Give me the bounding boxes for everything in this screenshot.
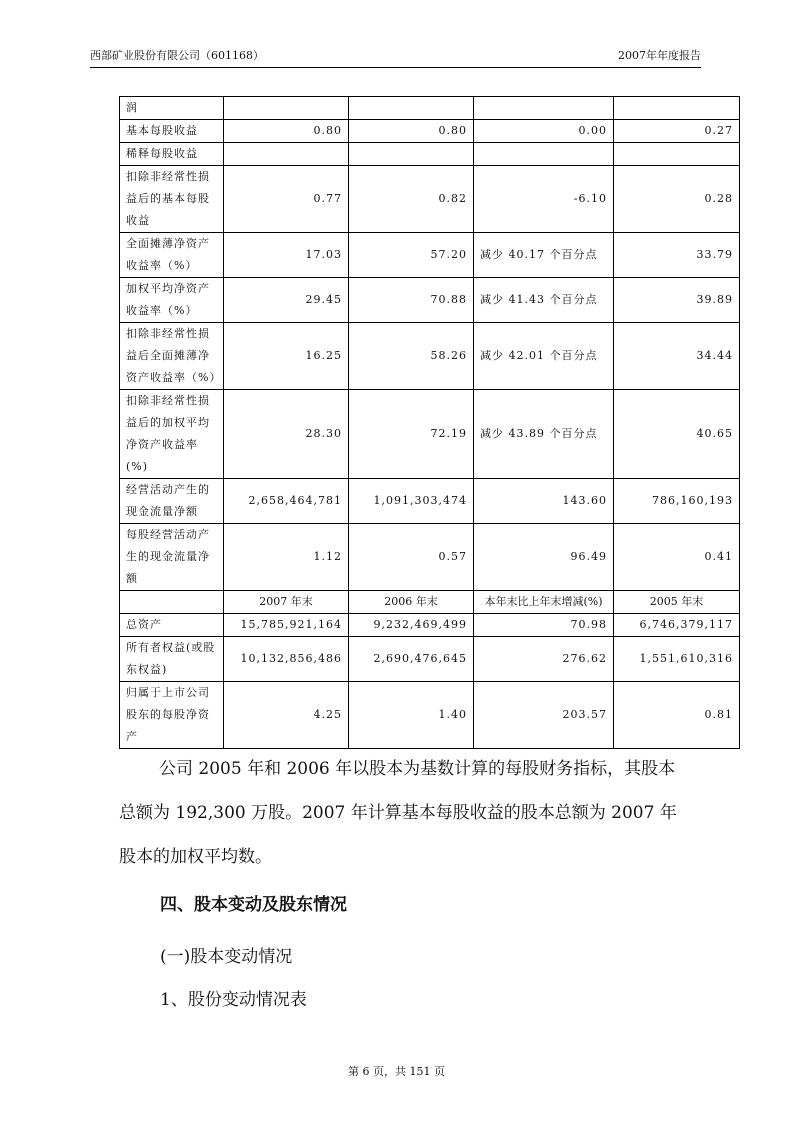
cell-2005	[614, 143, 740, 166]
cell-change	[474, 97, 614, 120]
cell-2005: 40.65	[614, 390, 740, 479]
cell-2005: 0.41	[614, 524, 740, 591]
cell-2007: 0.77	[224, 166, 349, 233]
cell-change: 减少 43.89 个百分点	[474, 390, 614, 479]
header-divider	[90, 67, 701, 68]
row-label: 经营活动产生的现金流量净额	[120, 479, 224, 524]
cell-2007: 17.03	[224, 233, 349, 278]
subsection-item-heading: 1、股份变动情况表	[160, 990, 307, 1010]
table-row	[120, 143, 740, 166]
cell-2005: 1,551,610,316	[614, 637, 740, 682]
cell-2007	[224, 97, 349, 120]
cell-change: 减少 42.01 个百分点	[474, 323, 614, 390]
table-row	[120, 166, 740, 233]
cell-2005: 0.81	[614, 682, 740, 749]
cell-change: 276.62	[474, 637, 614, 682]
cell-2005: 39.89	[614, 278, 740, 323]
cell-2007: 28.30	[224, 390, 349, 479]
cell-2006: 0.57	[349, 524, 474, 591]
table-row	[120, 390, 740, 479]
cell-2006	[349, 143, 474, 166]
row-label: 每股经营活动产生的现金流量净额	[120, 524, 224, 591]
cell-2006	[349, 97, 474, 120]
cell-2007: 29.45	[224, 278, 349, 323]
header-blank	[120, 591, 224, 614]
header-2006-end: 2006 年末	[349, 591, 474, 614]
financial-indicators-table	[119, 96, 740, 749]
header-2007-end: 2007 年末	[224, 591, 349, 614]
table-row	[120, 637, 740, 682]
header-report-title: 2007年年度报告	[618, 49, 701, 62]
cell-2006: 1,091,303,474	[349, 479, 474, 524]
subsection-heading: (一)股本变动情况	[160, 947, 293, 967]
cell-2006: 0.80	[349, 120, 474, 143]
cell-2005: 0.27	[614, 120, 740, 143]
cell-2007: 2,658,464,781	[224, 479, 349, 524]
row-label: 基本每股收益	[120, 120, 224, 143]
cell-change: 143.60	[474, 479, 614, 524]
row-label: 扣除非经常性损益后全面摊薄净资产收益率（%）	[120, 323, 224, 390]
cell-2007: 0.80	[224, 120, 349, 143]
cell-change: 减少 40.17 个百分点	[474, 233, 614, 278]
table-row	[120, 278, 740, 323]
row-label: 加权平均净资产收益率（%）	[120, 278, 224, 323]
cell-change	[474, 143, 614, 166]
table-row	[120, 479, 740, 524]
cell-change: 96.49	[474, 524, 614, 591]
row-label: 扣除非经常性损益后的基本每股收益	[120, 166, 224, 233]
cell-2006: 2,690,476,645	[349, 637, 474, 682]
header-company: 西部矿业股份有限公司（601168）	[90, 49, 264, 62]
cell-change: 203.57	[474, 682, 614, 749]
cell-2006: 70.88	[349, 278, 474, 323]
row-label: 所有者权益(或股东权益)	[120, 637, 224, 682]
table-row	[120, 120, 740, 143]
cell-2007: 4.25	[224, 682, 349, 749]
cell-2005: 33.79	[614, 233, 740, 278]
cell-2007: 16.25	[224, 323, 349, 390]
explanatory-paragraph: 公司 2005 年和 2006 年以股本为基数计算的每股财务指标，其股本总额为 192,300 万股。2007 年计算基本每股收益的股本总额为 2007 年股本的加权平均数。	[119, 759, 677, 867]
header-change: 本年末比上年末增减(%)	[474, 591, 614, 614]
table-row	[120, 233, 740, 278]
cell-change: 0.00	[474, 120, 614, 143]
table-row	[120, 97, 740, 120]
cell-2007: 1.12	[224, 524, 349, 591]
table-row	[120, 323, 740, 390]
cell-change: -6.10	[474, 166, 614, 233]
cell-2006: 0.82	[349, 166, 474, 233]
cell-2006: 1.40	[349, 682, 474, 749]
table-header-row	[120, 591, 740, 614]
cell-2005: 6,746,379,117	[614, 614, 740, 637]
table-row	[120, 614, 740, 637]
row-label: 稀释每股收益	[120, 143, 224, 166]
table-row	[120, 682, 740, 749]
cell-2006: 9,232,469,499	[349, 614, 474, 637]
cell-2005: 0.28	[614, 166, 740, 233]
row-label: 总资产	[120, 614, 224, 637]
row-label: 扣除非经常性损益后的加权平均净资产收益率(%)	[120, 390, 224, 479]
cell-2006: 72.19	[349, 390, 474, 479]
cell-2007	[224, 143, 349, 166]
page-number: 第 6 页，共 151 页	[348, 1065, 445, 1078]
cell-change: 减少 41.43 个百分点	[474, 278, 614, 323]
cell-2006: 57.20	[349, 233, 474, 278]
cell-2007: 15,785,921,164	[224, 614, 349, 637]
section-title: 四、股本变动及股东情况	[160, 895, 347, 915]
table-row	[120, 524, 740, 591]
row-label: 归属于上市公司股东的每股净资产	[120, 682, 224, 749]
row-label: 润	[120, 97, 224, 120]
cell-2005	[614, 97, 740, 120]
row-label: 全面摊薄净资产收益率（%）	[120, 233, 224, 278]
cell-2006: 58.26	[349, 323, 474, 390]
header-2005-end: 2005 年末	[614, 591, 740, 614]
cell-change: 70.98	[474, 614, 614, 637]
cell-2005: 786,160,193	[614, 479, 740, 524]
cell-2007: 10,132,856,486	[224, 637, 349, 682]
cell-2005: 34.44	[614, 323, 740, 390]
